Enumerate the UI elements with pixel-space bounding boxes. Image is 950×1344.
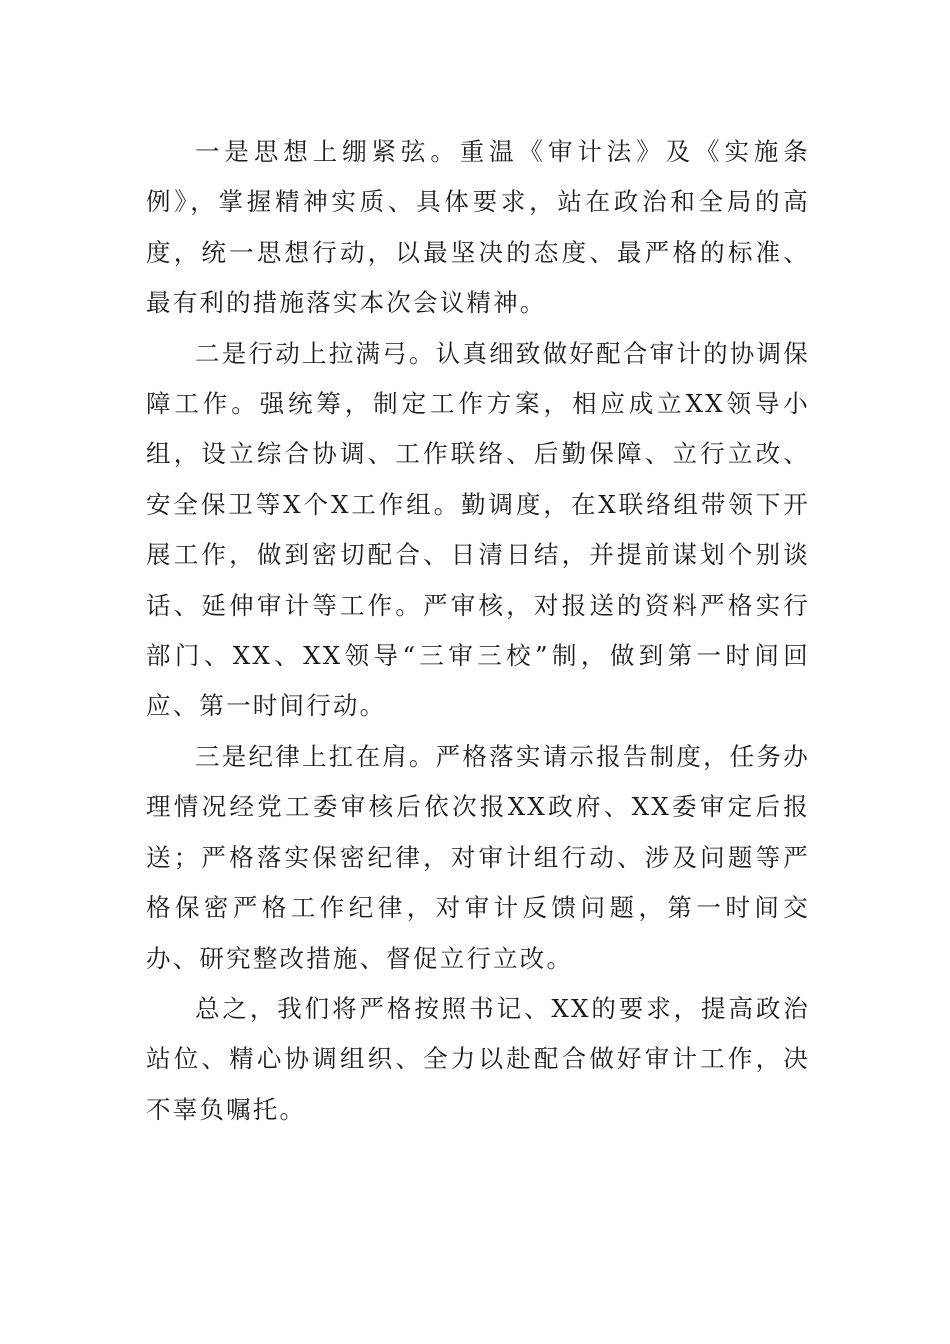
paragraph-action: 二是行动上拉满弓。认真细致做好配合审计的协调保障工作。强统筹，制定工作方案，相应成立XX领导小组，设立综合协调、工作联络、后勤保障、立行立改、安全保卫等X个X工作组。勤调度，在X联络组带领下开展工作，做到密切配合、日清日结，并提前谋划个别谈话、延伸审计等工作。严审核，对报送的资料严格实行部门、XX、XX领导“三审三校”制，做到第一时间回应、第一时间行动。 [146,338,810,721]
paragraph-discipline: 三是纪律上扛在肩。严格落实请示报告制度，任务办理情况经党工委审核后依次报XX政府、XX委审定后报送；严格落实保密纪律，对审计组行动、涉及问题等严格保密严格工作纪律，对审计反馈问题，第一时间交办、研究整改措施、督促立行立改。 [146,741,810,973]
paragraph-thinking: 一是思想上绷紧弦。重温《审计法》及《实施条例》，掌握精神实质、具体要求，站在政治和全局的高度，统一思想行动，以最坚决的态度、最严格的标准、最有利的措施落实本次会议精神。 [146,137,810,318]
paragraph-conclusion: 总之，我们将严格按照书记、XX的要求，提高政治站位、精心协调组织、全力以赴配合做好审计工作，决不辜负嘱托。 [146,993,810,1124]
document-body [146,127,810,1135]
